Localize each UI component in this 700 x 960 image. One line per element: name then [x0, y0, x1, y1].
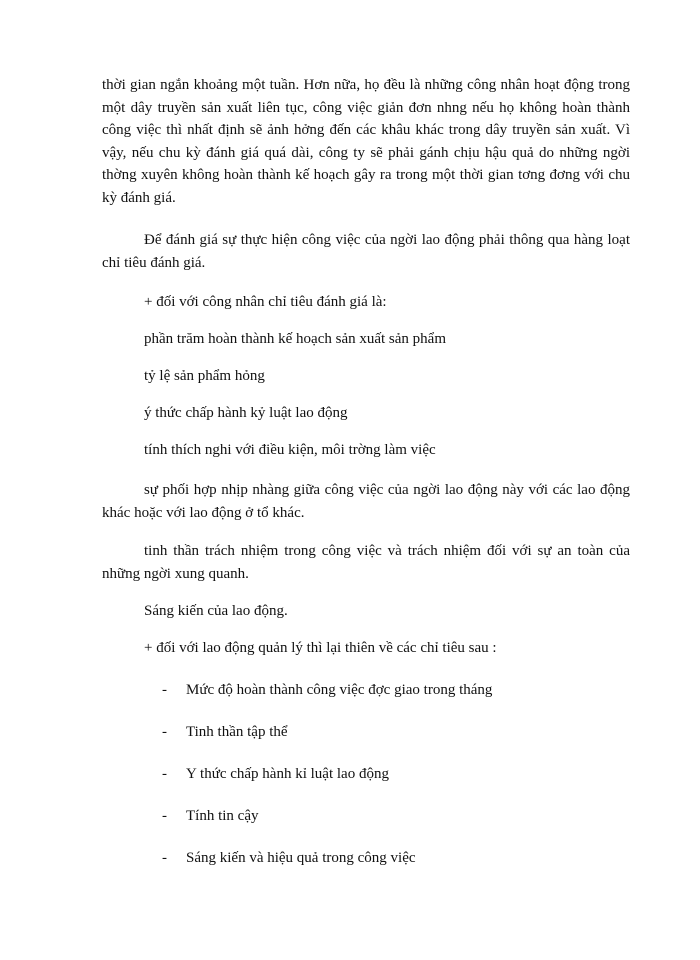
- bullet-text: Y thức chấp hành kỉ luật lao động: [186, 766, 389, 782]
- bullet-text: Tính tin cậy: [186, 808, 259, 824]
- bullet-dash: -: [162, 808, 167, 824]
- bullet-dash: -: [162, 766, 167, 782]
- bullet-dash: -: [162, 724, 167, 740]
- manager-criterion-2: [162, 722, 288, 742]
- bullet-text: Tinh thần tập thể: [186, 724, 288, 740]
- bullet-dash: -: [162, 850, 167, 866]
- worker-criterion-2: tỷ lệ sản phẩm hỏng: [144, 368, 265, 384]
- manager-criteria-heading: + đối với lao động quản lý thì lại thiên về các chỉ tiêu sau :: [144, 640, 497, 656]
- paragraph-evaluation-criteria-intro: Để đánh giá sự thực hiện công việc của ngời lao động phải thông qua hàng loạt chỉ tiêu đánh giá.: [102, 232, 630, 271]
- bullet-text: Sáng kiến và hiệu quả trong công việc: [186, 850, 416, 866]
- manager-criterion-3: [162, 764, 389, 784]
- worker-criterion-1: phần trăm hoàn thành kế hoạch sản xuất sản phẩm: [144, 331, 446, 347]
- manager-criterion-5: [162, 848, 416, 868]
- worker-criterion-7: Sáng kiến của lao động.: [144, 603, 288, 619]
- paragraph-evaluation-cycle: thời gian ngắn khoảng một tuần. Hơn nữa, họ đều là những công nhân hoạt động trong một dây truyền sản xuất liên tục, công việc giản đơn nhng nếu họ không hoàn thành công việc thì nhất định sẽ ảnh hởng đến các khâu khác trong dây truyền sản xuất. Vì vậy, nếu chu kỳ đánh giá quá dài, công ty sẽ phải gánh chịu hậu quả do những ngời thờng xuyên không hoàn thành kế hoạch gây ra trong một thời gian tơng đơng với chu kỳ đánh giá.: [102, 77, 630, 206]
- manager-criterion-4: [162, 806, 258, 826]
- bullet-dash: -: [162, 682, 167, 698]
- worker-criterion-6: tinh thần trách nhiệm trong công việc và trách nhiệm đối với sự an toàn của những ngời xung quanh.: [102, 543, 630, 582]
- manager-criterion-1: [162, 680, 492, 700]
- worker-criteria-heading: + đối với công nhân chỉ tiêu đánh giá là:: [144, 294, 387, 310]
- worker-criterion-5: sự phối hợp nhịp nhàng giữa công việc của ngời lao động này với các lao động khác hoặc với lao động ở tổ khác.: [102, 482, 630, 521]
- worker-criterion-4: tính thích nghi với điều kiện, môi trờng làm việc: [144, 442, 436, 458]
- bullet-text: Mức độ hoàn thành công việc đợc giao trong tháng: [186, 682, 493, 698]
- worker-criterion-3: ý thức chấp hành kỷ luật lao động: [144, 405, 348, 421]
